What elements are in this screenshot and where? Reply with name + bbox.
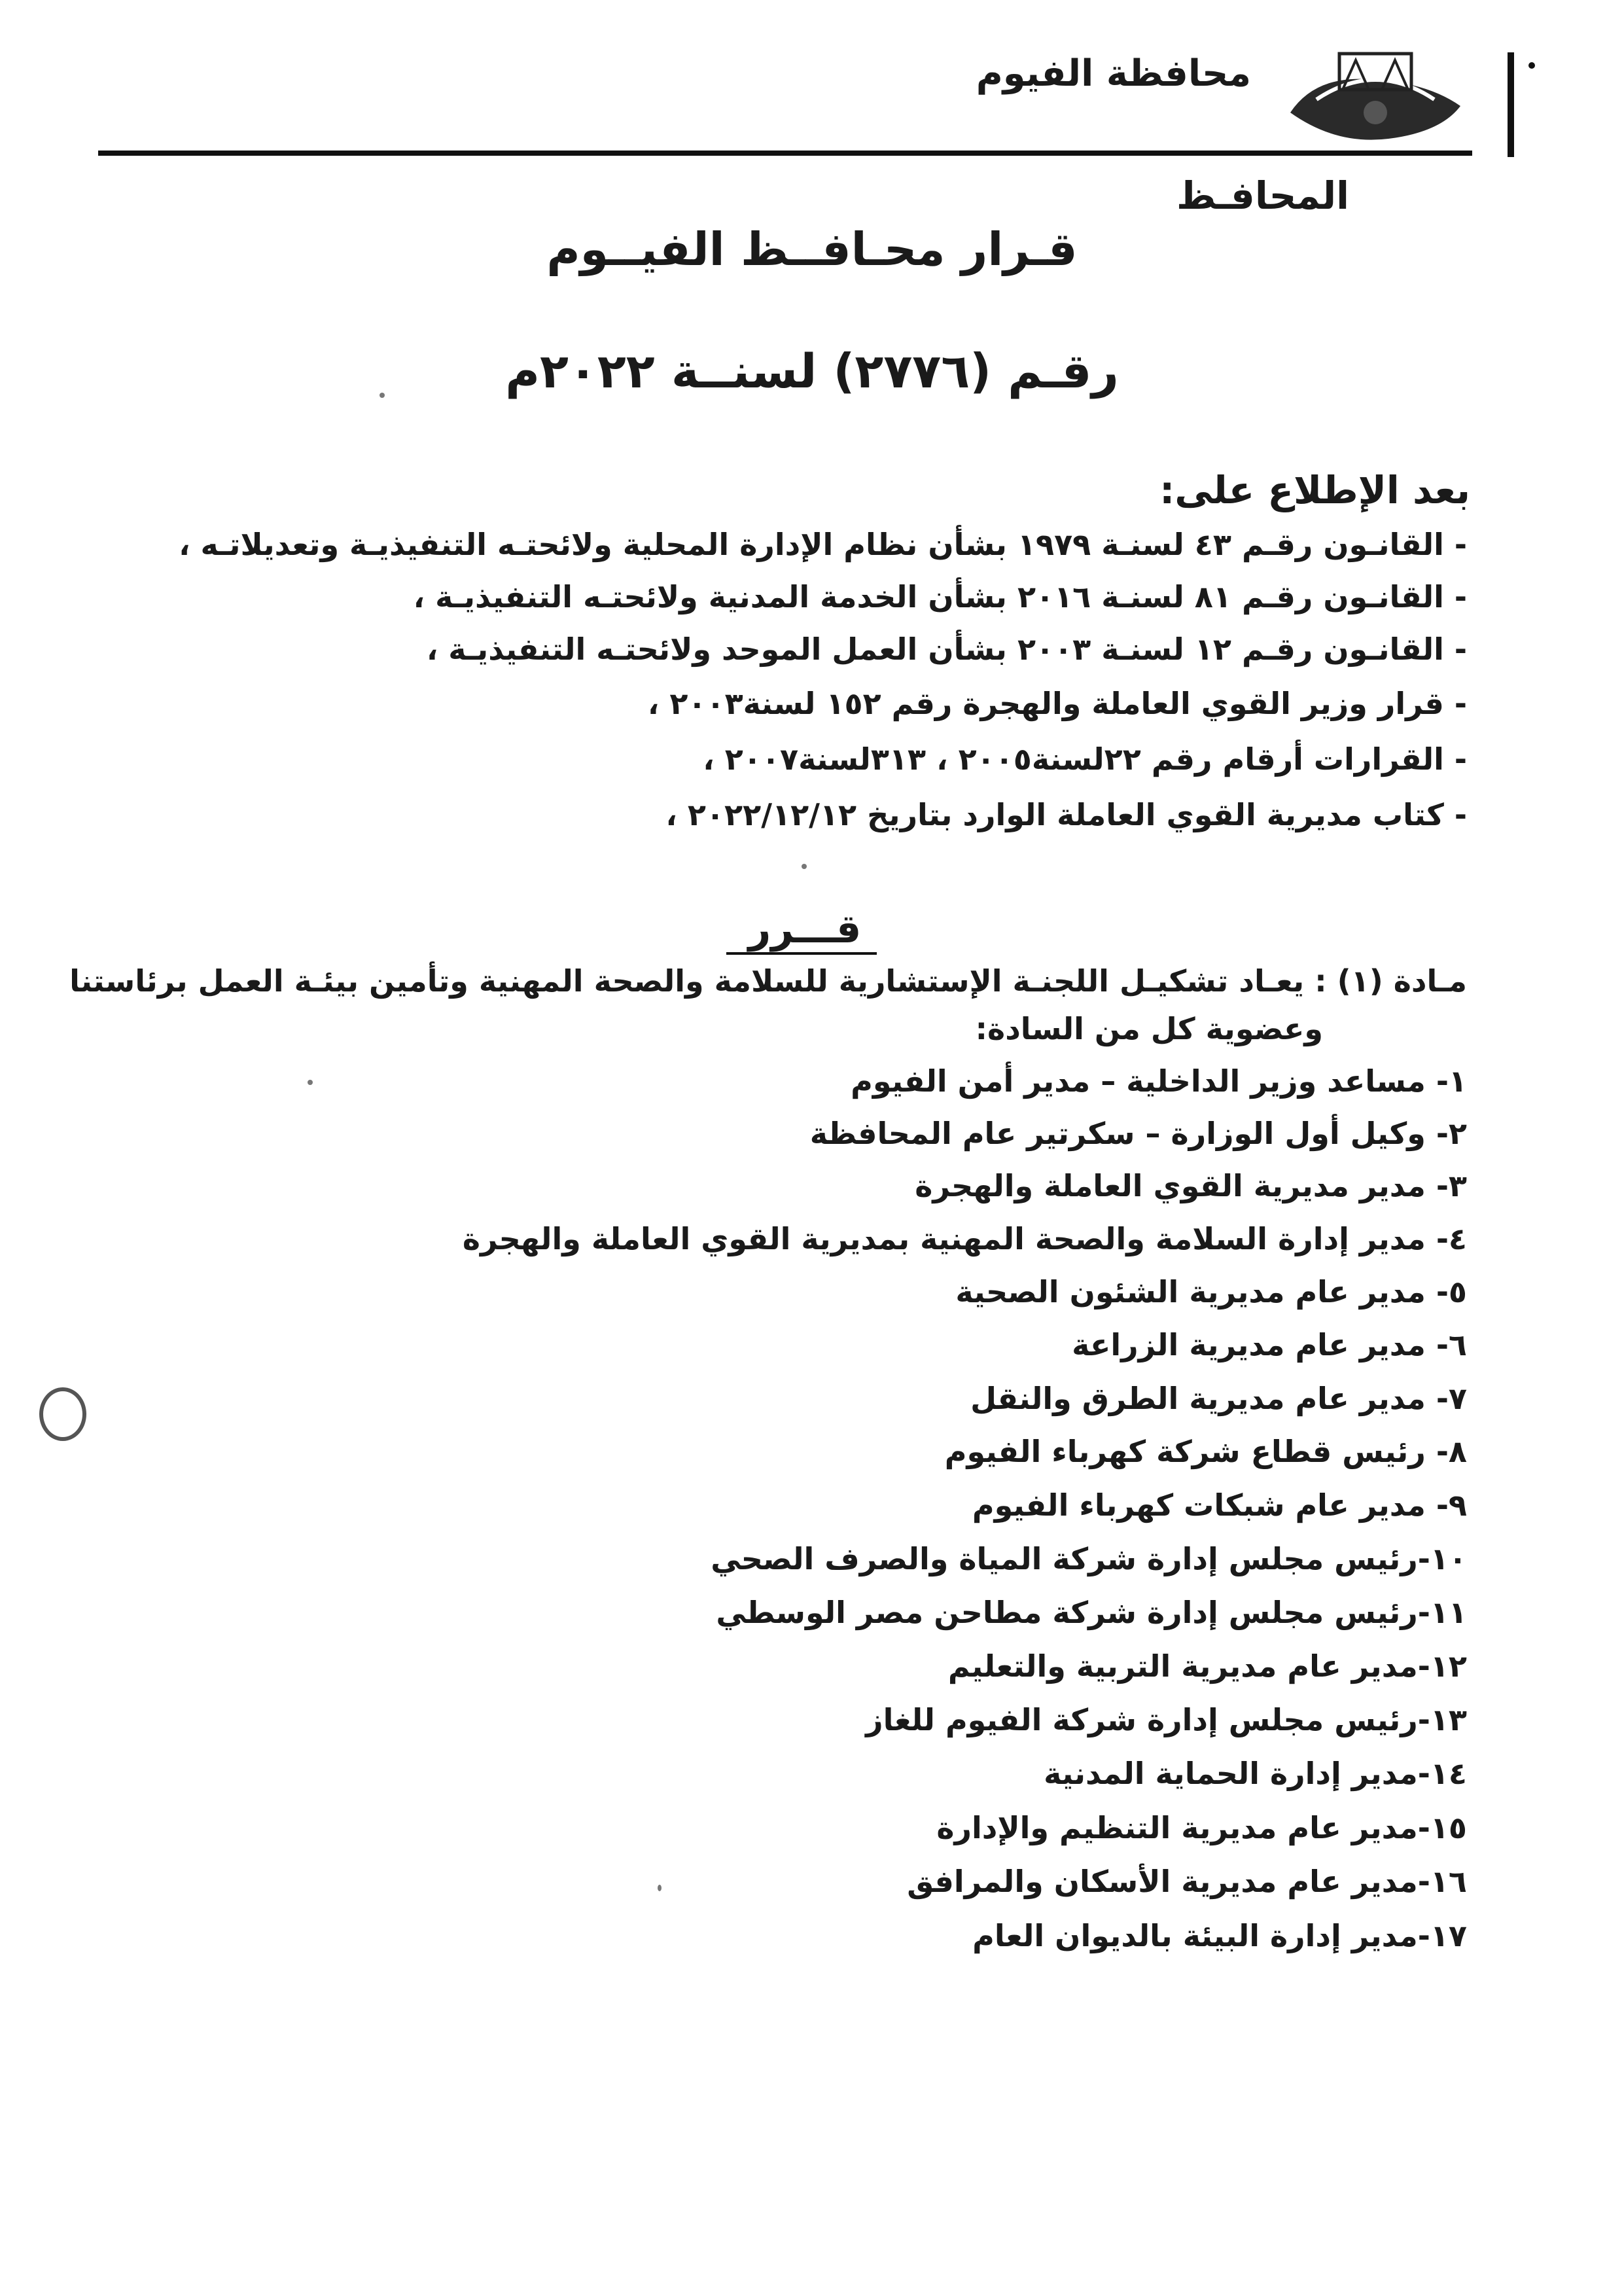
article-1-text-continued: وعضوية كل من السادة: [975, 1011, 1323, 1046]
scan-speck [658, 1885, 662, 1891]
member-item: ٢- وكيل أول الوزارة – سكرتير عام المحافظة [809, 1116, 1467, 1151]
member-item: ٣- مدير مديرية القوي العاملة والهجرة [915, 1168, 1467, 1203]
member-item: ٩- مدير عام شبكات كهرباء الفيوم [972, 1487, 1467, 1523]
member-item: ١٦-مدير عام مديرية الأسكان والمرافق [907, 1864, 1467, 1899]
decided-heading: قـــرر [748, 906, 862, 952]
member-item: ١٣-رئيس مجلس إدارة شركة الفيوم للغاز [866, 1702, 1467, 1737]
governor-label: المحافـظ [1176, 173, 1349, 218]
preamble-item: - قرار وزير القوي العاملة والهجرة رقم ١٥٢ لسنة٢٠٠٣ ، [647, 686, 1467, 721]
decided-underline [726, 952, 877, 955]
preamble-item: - كتاب مديرية القوي العاملة الوارد بتاريخ ٢٠٢٢/١٢/١٢ ، [665, 797, 1467, 832]
governorate-emblem-icon [1277, 34, 1474, 152]
page-edge-mark [1502, 39, 1542, 164]
punch-hole-mark [39, 1387, 86, 1441]
member-item: ١٥-مدير عام مديرية التنظيم والإدارة [936, 1810, 1467, 1845]
member-item: ١٧-مدير إدارة البيئة بالديوان العام [972, 1918, 1467, 1953]
decree-title: قـرار محـافــظ الفيــوم [546, 222, 1078, 276]
member-item: ١٤-مدير إدارة الحماية المدنية [1044, 1756, 1467, 1791]
preamble-item: - القرارات أرقام رقم ٢٢لسنة٢٠٠٥ ، ٣١٣لسنة٢٠٠٧ ، [703, 741, 1467, 777]
preamble-item: - القانـون رقـم ١٢ لسنـة ٢٠٠٣ بشأن العمل الموحد ولائحتـه التنفيذيـة ، [426, 632, 1467, 667]
preamble-heading: بعد الإطلاع على: [1159, 468, 1470, 512]
member-item: ٧- مدير عام مديرية الطرق والنقل [970, 1381, 1467, 1416]
member-item: ١- مساعد وزير الداخلية – مدير أمن الفيوم [851, 1063, 1467, 1099]
member-item: ١٠-رئيس مجلس إدارة شركة المياة والصرف الصحي [711, 1541, 1467, 1576]
scan-speck [380, 393, 385, 398]
header-divider [98, 151, 1472, 156]
organization-name: محافظة الفيوم [976, 52, 1251, 95]
decree-number: رقـم (٢٧٧٦) لسنــة ٢٠٢٢م [505, 344, 1119, 399]
article-1-text: مـادة (١) : يعـاد تشكيـل اللجنـة الإستشارية للسلامة والصحة المهنية وتأمين بيئـة العمل برئاستنا [69, 963, 1467, 999]
member-item: ١١-رئيس مجلس إدارة شركة مطاحن مصر الوسطي [716, 1595, 1467, 1630]
member-item: ٤- مدير إدارة السلامة والصحة المهنية بمديرية القوي العاملة والهجرة [462, 1221, 1467, 1256]
member-item: ٨- رئيس قطاع شركة كهرباء الفيوم [944, 1434, 1467, 1469]
scan-speck [308, 1080, 313, 1085]
member-item: ٦- مدير عام مديرية الزراعة [1072, 1327, 1467, 1362]
member-item: ١٢-مدير عام مديرية التربية والتعليم [947, 1648, 1467, 1684]
scan-speck [802, 864, 807, 869]
member-item: ٥- مدير عام مديرية الشئون الصحية [955, 1274, 1467, 1309]
preamble-item: - القانـون رقـم ٤٣ لسنـة ١٩٧٩ بشأن نظام الإدارة المحلية ولائحتـه التنفيذيـة وتعديلاتـه ، [179, 527, 1467, 562]
preamble-item: - القانـون رقـم ٨١ لسنـة ٢٠١٦ بشأن الخدمة المدنية ولائحتـه التنفيذيـة ، [413, 579, 1467, 614]
